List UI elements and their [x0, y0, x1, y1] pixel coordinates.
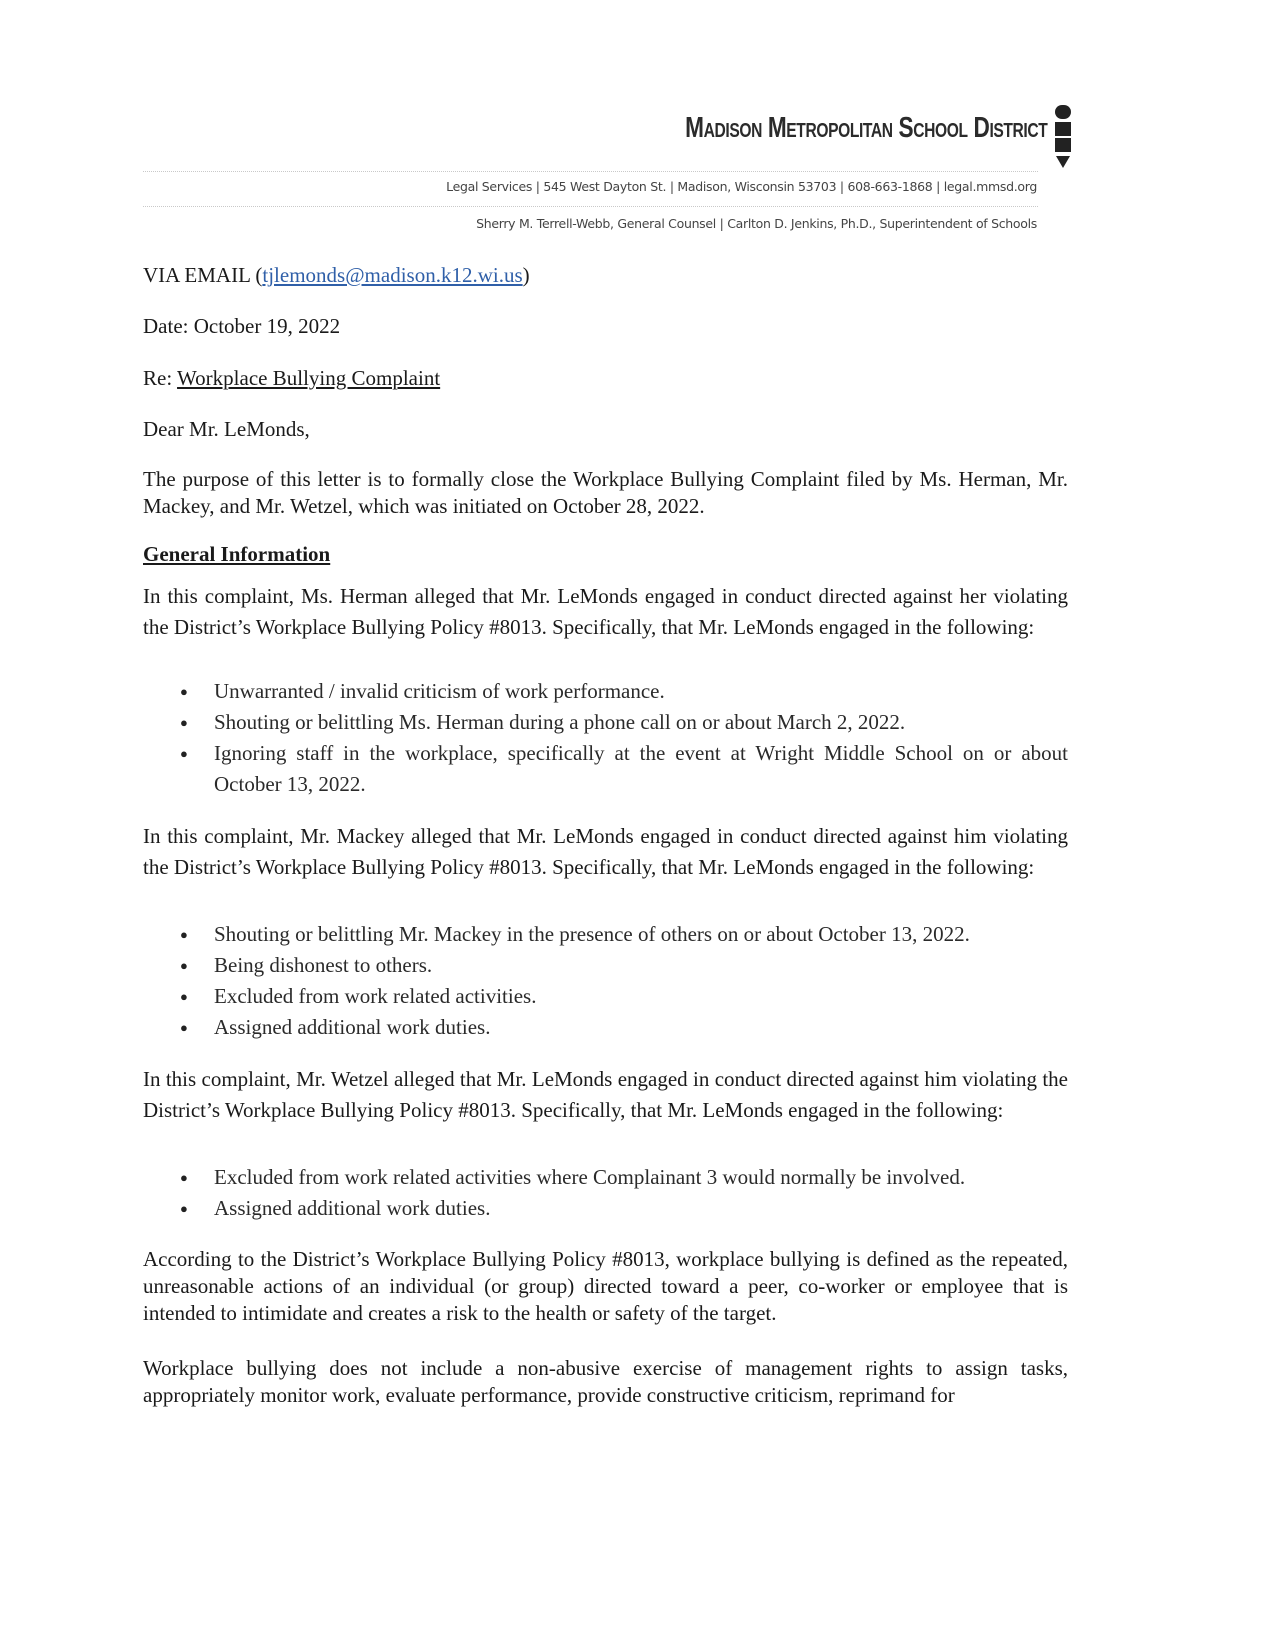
letterhead-divider: [143, 171, 1038, 172]
complaint-paragraph-wetzel: In this complaint, Mr. Wetzel alleged that Mr. LeMonds engaged in conduct directed against him violating the District’s Workplace Bullying Policy #8013. Specifically, that Mr. LeMonds engaged in the following:: [143, 1067, 1068, 1122]
allegations-list-wetzel: [143, 1162, 1068, 1224]
list-item: ● Assigned additional work duties.: [143, 1193, 1068, 1224]
complaint-paragraph-herman: In this complaint, Ms. Herman alleged that Mr. LeMonds engaged in conduct directed against her violating the District’s Workplace Bullying Policy #8013. Specifically, that Mr. LeMonds engaged in the following:: [143, 584, 1068, 639]
organization-name: Madison Metropolitan School District: [684, 112, 1047, 144]
list-item: ● Shouting or belittling Mr. Mackey in the presence of others on or about October 13, 2022.: [143, 919, 1068, 950]
salutation: Dear Mr. LeMonds,: [143, 417, 310, 441]
subject-line: Re: Workplace Bullying Complaint: [143, 366, 441, 390]
list-item: ● Shouting or belittling Ms. Herman during a phone call on or about March 2, 2022.: [143, 707, 1068, 738]
policy-definition-paragraph: According to the District’s Workplace Bullying Policy #8013, workplace bullying is defined as the repeated, unreasonable actions of an individual (or group) directed toward a peer, co-worker or employee that is intended to intimidate and creates a risk to the health or safety of the target.: [143, 1247, 1068, 1325]
list-item: ● Excluded from work related activities.: [143, 981, 1068, 1012]
date-line: Date: October 19, 2022: [143, 314, 341, 338]
list-item: ● Unwarranted / invalid criticism of work performance.: [143, 676, 1068, 707]
mmsd-logo-icon: [1053, 105, 1073, 169]
exclusion-paragraph: Workplace bullying does not include a non-abusive exercise of management rights to assign tasks, appropriately monitor work, evaluate performance, provide constructive criticism, reprimand for: [143, 1356, 1068, 1407]
subject-text: Workplace Bullying Complaint: [177, 366, 441, 390]
complaint-paragraph-mackey: In this complaint, Mr. Mackey alleged that Mr. LeMonds engaged in conduct directed against him violating the District’s Workplace Bullying Policy #8013. Specifically, that Mr. LeMonds engaged in the following:: [143, 824, 1068, 879]
list-item: ● Excluded from work related activities where Complainant 3 would normally be involved.: [143, 1162, 1068, 1193]
allegations-list-mackey: [143, 919, 1068, 1043]
email-link[interactable]: tjlemonds@madison.k12.wi.us: [262, 263, 523, 287]
letterhead-contact-line: Legal Services | 545 West Dayton St. | Madison, Wisconsin 53703 | 608-663-1868 | legal.mmsd.org: [446, 179, 1037, 194]
intro-paragraph: The purpose of this letter is to formally close the Workplace Bullying Complaint filed by Ms. Herman, Mr. Mackey, and Mr. Wetzel, which was initiated on October 28, 2022.: [143, 467, 1068, 518]
via-email-line: VIA EMAIL (tjlemonds@madison.k12.wi.us): [143, 263, 530, 287]
list-item: ● Assigned additional work duties.: [143, 1012, 1068, 1043]
letterhead-divider: [143, 206, 1038, 207]
list-item: ● Being dishonest to others.: [143, 950, 1068, 981]
allegations-list-herman: [143, 676, 1068, 800]
letterhead-officials-line: Sherry M. Terrell-Webb, General Counsel | Carlton D. Jenkins, Ph.D., Superintendent of Schools: [476, 216, 1037, 231]
list-item: ● Ignoring staff in the workplace, specifically at the event at Wright Middle School on or about October 13, 2022.: [143, 738, 1068, 800]
section-heading: General Information: [143, 542, 331, 566]
